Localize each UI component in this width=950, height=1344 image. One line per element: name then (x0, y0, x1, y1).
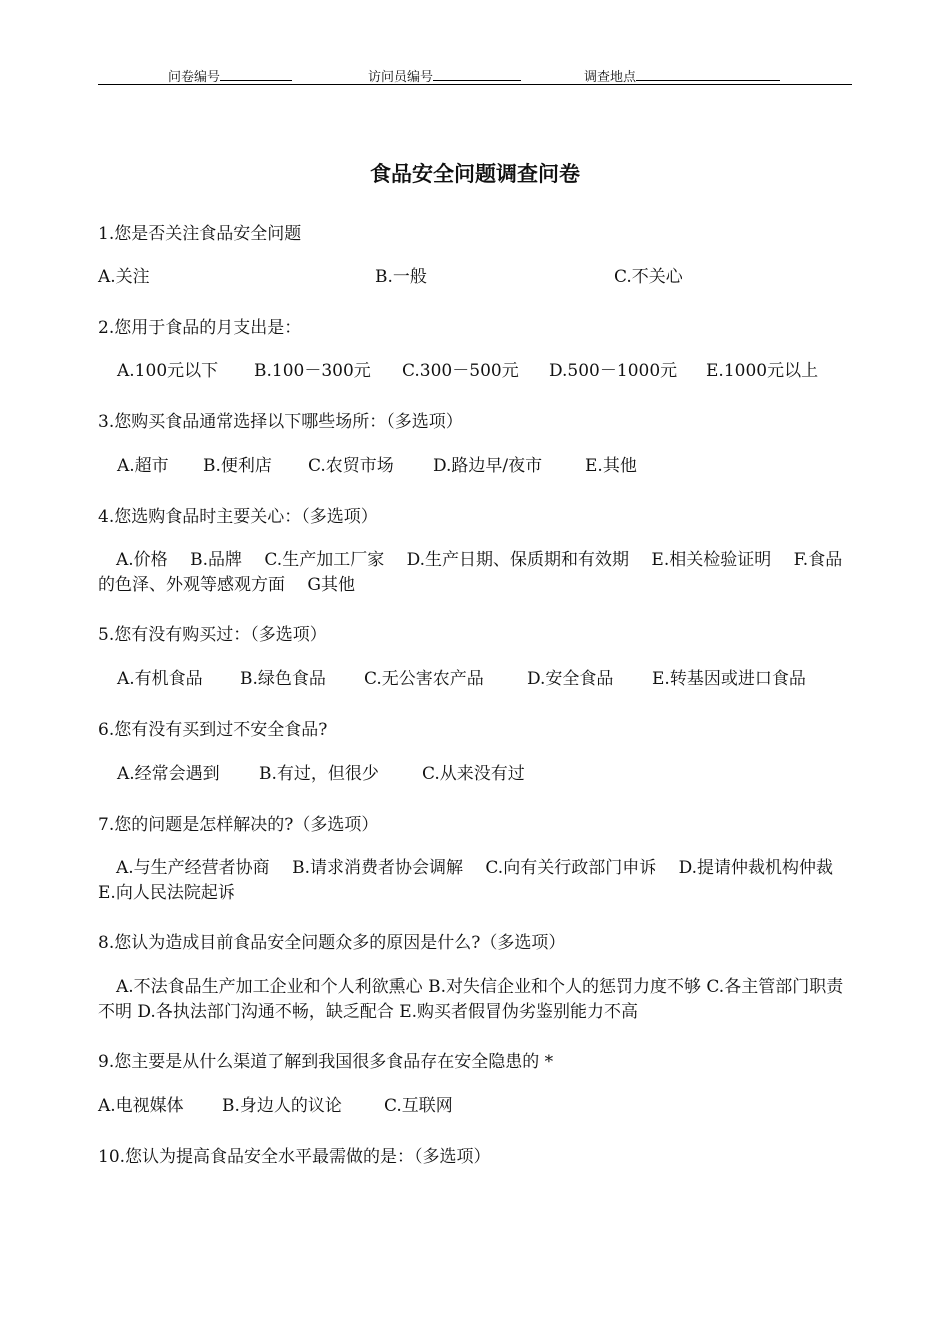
interviewer-no-blank[interactable] (433, 68, 521, 81)
option[interactable]: A.经常会遇到 (117, 764, 220, 784)
interviewer-no-field (368, 66, 521, 85)
option[interactable]: A.100元以下 (117, 361, 219, 381)
interviewer-no-label: 访问员编号 (368, 70, 434, 85)
questionnaire-no-blank[interactable] (220, 68, 292, 81)
location-blank[interactable] (636, 68, 780, 81)
option[interactable]: C.300－500元 (402, 361, 519, 381)
option[interactable]: D.路边早/夜市 (433, 456, 543, 476)
option[interactable]: D.500－1000元 (549, 361, 678, 381)
question-4-options[interactable]: A.价格 B.品牌 C.生产加工厂家 D.生产日期、保质期和有效期 E.相关检验证明 F.食品的色泽、外观等感观方面 G其他 (98, 550, 843, 595)
option[interactable]: A.有机食品 (117, 669, 203, 689)
option[interactable]: E.1000元以上 (706, 361, 819, 381)
location-field (584, 66, 780, 85)
option[interactable]: A.电视媒体 (98, 1096, 184, 1116)
question-6: 6.您有没有买到过不安全食品? (98, 720, 328, 740)
question-7-options[interactable]: A.与生产经营者协商 B.请求消费者协会调解 C.向有关行政部门申诉 D.提请仲裁机构仲裁 E.向人民法院起诉 (98, 858, 856, 903)
question-10: 10.您认为提高食品安全水平最需做的是：（多选项） (98, 1147, 491, 1167)
question-8-options[interactable]: A.不法食品生产加工企业和个人利欲熏心 B.对失信企业和个人的惩罚力度不够 C.各主管部门职责不明 D.各执法部门沟通不畅，缺乏配合 E.购买者假冒伪劣鉴别能力不高 (98, 977, 844, 1022)
page-title: 食品安全问题调查问卷 (370, 162, 580, 186)
option[interactable]: B.一般 (375, 267, 427, 287)
question-9: 9.您主要是从什么渠道了解到我国很多食品存在安全隐患的 * (98, 1052, 554, 1072)
option[interactable]: E.转基因或进口食品 (652, 669, 806, 689)
option[interactable]: B.有过，但很少 (259, 764, 379, 784)
question-2: 2.您用于食品的月支出是： (98, 318, 302, 338)
question-1: 1.您是否关注食品安全问题 (98, 224, 302, 244)
option[interactable]: C.不关心 (614, 267, 683, 287)
question-7: 7.您的问题是怎样解决的?（多选项） (98, 815, 379, 835)
option[interactable]: C.从来没有过 (422, 764, 525, 784)
question-4: 4.您选购食品时主要关心：（多选项） (98, 507, 378, 527)
survey-header (98, 64, 852, 85)
option[interactable]: B.100－300元 (254, 361, 371, 381)
option[interactable]: B.便利店 (203, 456, 272, 476)
option[interactable]: C.互联网 (384, 1096, 453, 1116)
option[interactable]: B.绿色食品 (240, 669, 326, 689)
question-3: 3.您购买食品通常选择以下哪些场所：（多选项） (98, 412, 463, 432)
option[interactable]: C.农贸市场 (308, 456, 394, 476)
option[interactable]: D.安全食品 (527, 669, 614, 689)
option[interactable]: C.无公害农产品 (364, 669, 484, 689)
question-5: 5.您有没有购买过：（多选项） (98, 625, 327, 645)
questionnaire-no-field (168, 66, 292, 85)
option[interactable]: E.其他 (585, 456, 637, 476)
questionnaire-no-label: 问卷编号 (168, 70, 221, 85)
location-label: 调查地点 (584, 70, 637, 85)
option[interactable]: A.超市 (117, 456, 169, 476)
option[interactable]: A.关注 (98, 267, 150, 287)
question-8: 8.您认为造成目前食品安全问题众多的原因是什么?（多选项） (98, 933, 566, 953)
option[interactable]: B.身边人的议论 (222, 1096, 342, 1116)
